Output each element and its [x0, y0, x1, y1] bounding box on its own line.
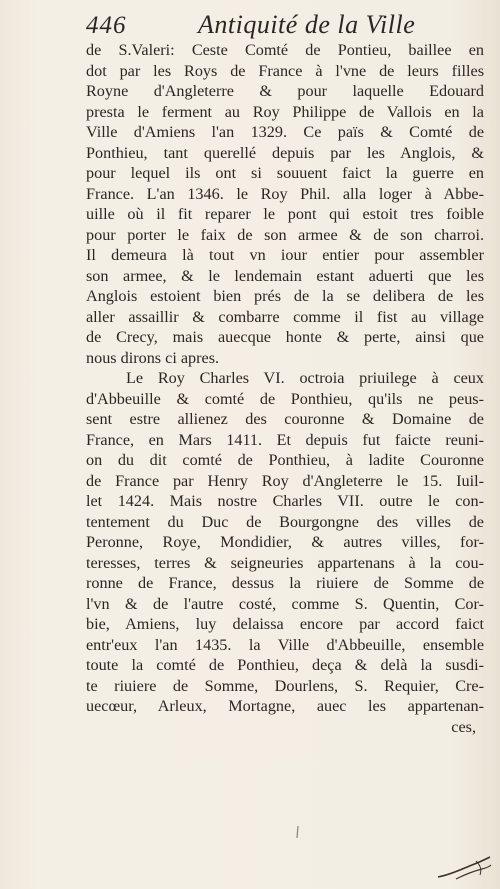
page-number: 446: [86, 12, 127, 39]
text-line: toute la comté de Ponthieu, deça & delà la susdi-: [86, 656, 484, 674]
text-line: Ponthieu, tant querellé depuis par les Anglois, &: [86, 143, 484, 162]
text-line: Il demeura là tout vn iour entier pour assembler: [86, 246, 484, 264]
text-line: on du dit comté de Ponthieu, à ladite Couronne: [86, 451, 484, 469]
text-line: teresses, terres & seigneuries appartenans à la cou-: [86, 553, 484, 572]
text-line: d'Abbeuille & comté de Ponthieu, qu'ils ne peus-: [86, 389, 484, 408]
text-line: Ville d'Amiens l'an 1329. Ce païs & Comté de: [86, 123, 484, 141]
text-line: Royne d'Angleterre & pour laquelle Edouard: [86, 82, 484, 100]
text-line: sent estre allienez des couronne & Domaine de: [86, 410, 484, 428]
text-line: entr'eux l'an 1435. la Ville d'Abbeuille, ensemble: [86, 635, 484, 654]
text-line: France, en Mars 1411. Et depuis fut faicte reuni-: [86, 430, 484, 449]
text-line: de France par Henry Roy d'Angleterre le 15. Iuil-: [86, 471, 484, 490]
running-title: Antiquité de la Ville: [198, 10, 416, 39]
text-line: uecœur, Arleux, Mortagne, auec les appartenan-: [86, 697, 484, 715]
text-line: uille où il fit reparer le pont qui estoit tres foible: [86, 205, 484, 223]
text-line: Peronne, Roye, Mondidier, & autres villes, for-: [86, 533, 484, 551]
corner-flourish-icon: [436, 855, 492, 881]
text-line: pour lequel ils ont si souuent faict la guerre en: [86, 164, 484, 182]
text-line: te riuiere de Somme, Dourlens, S. Requier, Cre-: [86, 676, 484, 695]
text-line: aller assaillir & combarre comme il fist au village: [86, 307, 484, 326]
catchword: ces,: [451, 717, 476, 736]
text-line: tentement du Duc de Bourgongne des villes de: [86, 512, 484, 531]
text-line: de S.Valeri: Ceste Comté de Pontieu, baillee en: [86, 41, 484, 59]
text-line: France. L'an 1346. le Roy Phil. alla loger à Abbe-: [86, 184, 484, 203]
text-line: bie, Amiens, luy delaissa encore par accord faict: [86, 615, 484, 633]
ink-mark: [296, 826, 300, 838]
text-line: dot par les Roys de France à l'vne de leurs filles: [86, 61, 484, 80]
page-header: [86, 10, 486, 40]
text-line: nous dirons ci apres.: [86, 348, 220, 367]
text-line: let 1424. Mais nostre Charles VII. outre le con-: [86, 492, 484, 510]
text-line: Anglois estoient bien prés de la se delibera de les: [86, 287, 484, 305]
text-line: presta le ferment au Roy Philippe de Vallois en la: [86, 102, 484, 121]
text-line: ronne de France, dessus la riuiere de Somme de: [86, 574, 484, 592]
text-line: l'vn & de l'autre costé, comme S. Quentin, Cor-: [86, 594, 484, 613]
body-text: [86, 40, 484, 737]
text-line: de Crecy, mais auecque honte & perte, ainsi que: [86, 328, 484, 346]
text-line: son armee, & le lendemain estant aduerti que les: [86, 266, 484, 285]
paragraph-start-line: Le Roy Charles VI. octroia priuilege à ceux: [126, 369, 484, 387]
text-line: pour porter le faix de son armee & de son charroi.: [86, 225, 484, 244]
